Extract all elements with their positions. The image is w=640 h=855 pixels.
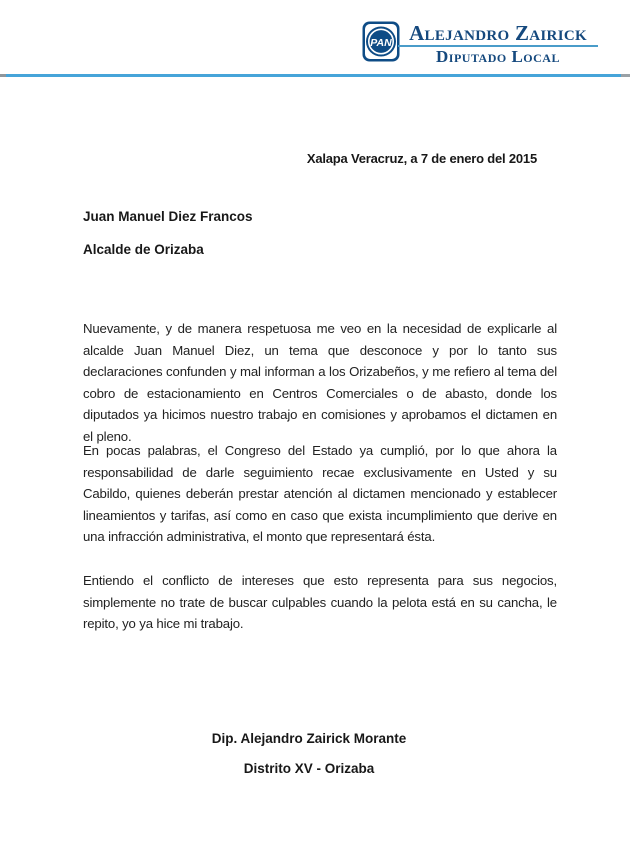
paragraph-3 — [83, 570, 557, 635]
letterhead-text-block — [398, 22, 598, 66]
recipient-name: Juan Manuel Diez Francos — [83, 209, 253, 224]
signature-name: Dip. Alejandro Zairick Morante — [211, 731, 407, 746]
pan-party-logo-icon — [362, 21, 400, 62]
signature-district: Distrito XV - Orizaba — [243, 761, 375, 776]
paragraph-line: En pocas palabras, el Congreso del Estado ya cumplió, por lo que ahora la — [83, 443, 557, 458]
paragraph-line: Cabildo, quienes deberán prestar atención al dictamen mencionado y establecer — [83, 486, 557, 501]
paragraph-line: repito, yo ya hice mi trabajo. — [83, 616, 244, 631]
paragraph-line: el pleno. — [83, 428, 132, 444]
paragraph-2 — [83, 440, 557, 548]
paragraph-line: diputados ya hicimos nuestro trabajo en comisiones y aprobamos el dictamen en — [83, 407, 557, 422]
paragraph-line: cobro de estacionamiento en Centros Comerciales o de abasto, donde los — [83, 385, 557, 401]
letterhead-role: Diputado Local — [436, 47, 560, 66]
paragraph-line: Entiendo el conflicto de intereses que esto representa para sus negocios, — [83, 573, 557, 588]
pan-logo-text: PAN — [370, 37, 392, 49]
letter-dateline: Xalapa Veracruz, a 7 de enero del 2015 — [306, 151, 537, 166]
paragraph-line: una infracción administrativa, el monto que representará ésta. — [83, 529, 436, 544]
paragraph-1 — [83, 318, 557, 447]
paragraph-line: declaraciones confunden y mal informan a los Orizabeños, y me refiero al tema del — [83, 364, 557, 379]
recipient-title: Alcalde de Orizaba — [83, 242, 204, 257]
paragraph-line: responsabilidad de darle seguimiento recae exclusivamente en Usted y su — [83, 464, 557, 480]
paragraph-line: Nuevamente, y de manera respetuosa me veo en la necesidad de explicarle al — [83, 321, 557, 336]
letterhead-divider-rule — [0, 74, 630, 77]
paragraph-line: alcalde Juan Manuel Diez, un tema que desconoce y por lo tanto sus — [83, 342, 557, 358]
paragraph-line: simplemente no trate de buscar culpables cuando la pelota está en su cancha, le — [83, 594, 557, 610]
paragraph-line: lineamientos y tarifas, así como en caso que exista incumplimiento que derive en — [83, 507, 557, 523]
letterhead-name: Alejandro Zairick — [398, 22, 598, 47]
